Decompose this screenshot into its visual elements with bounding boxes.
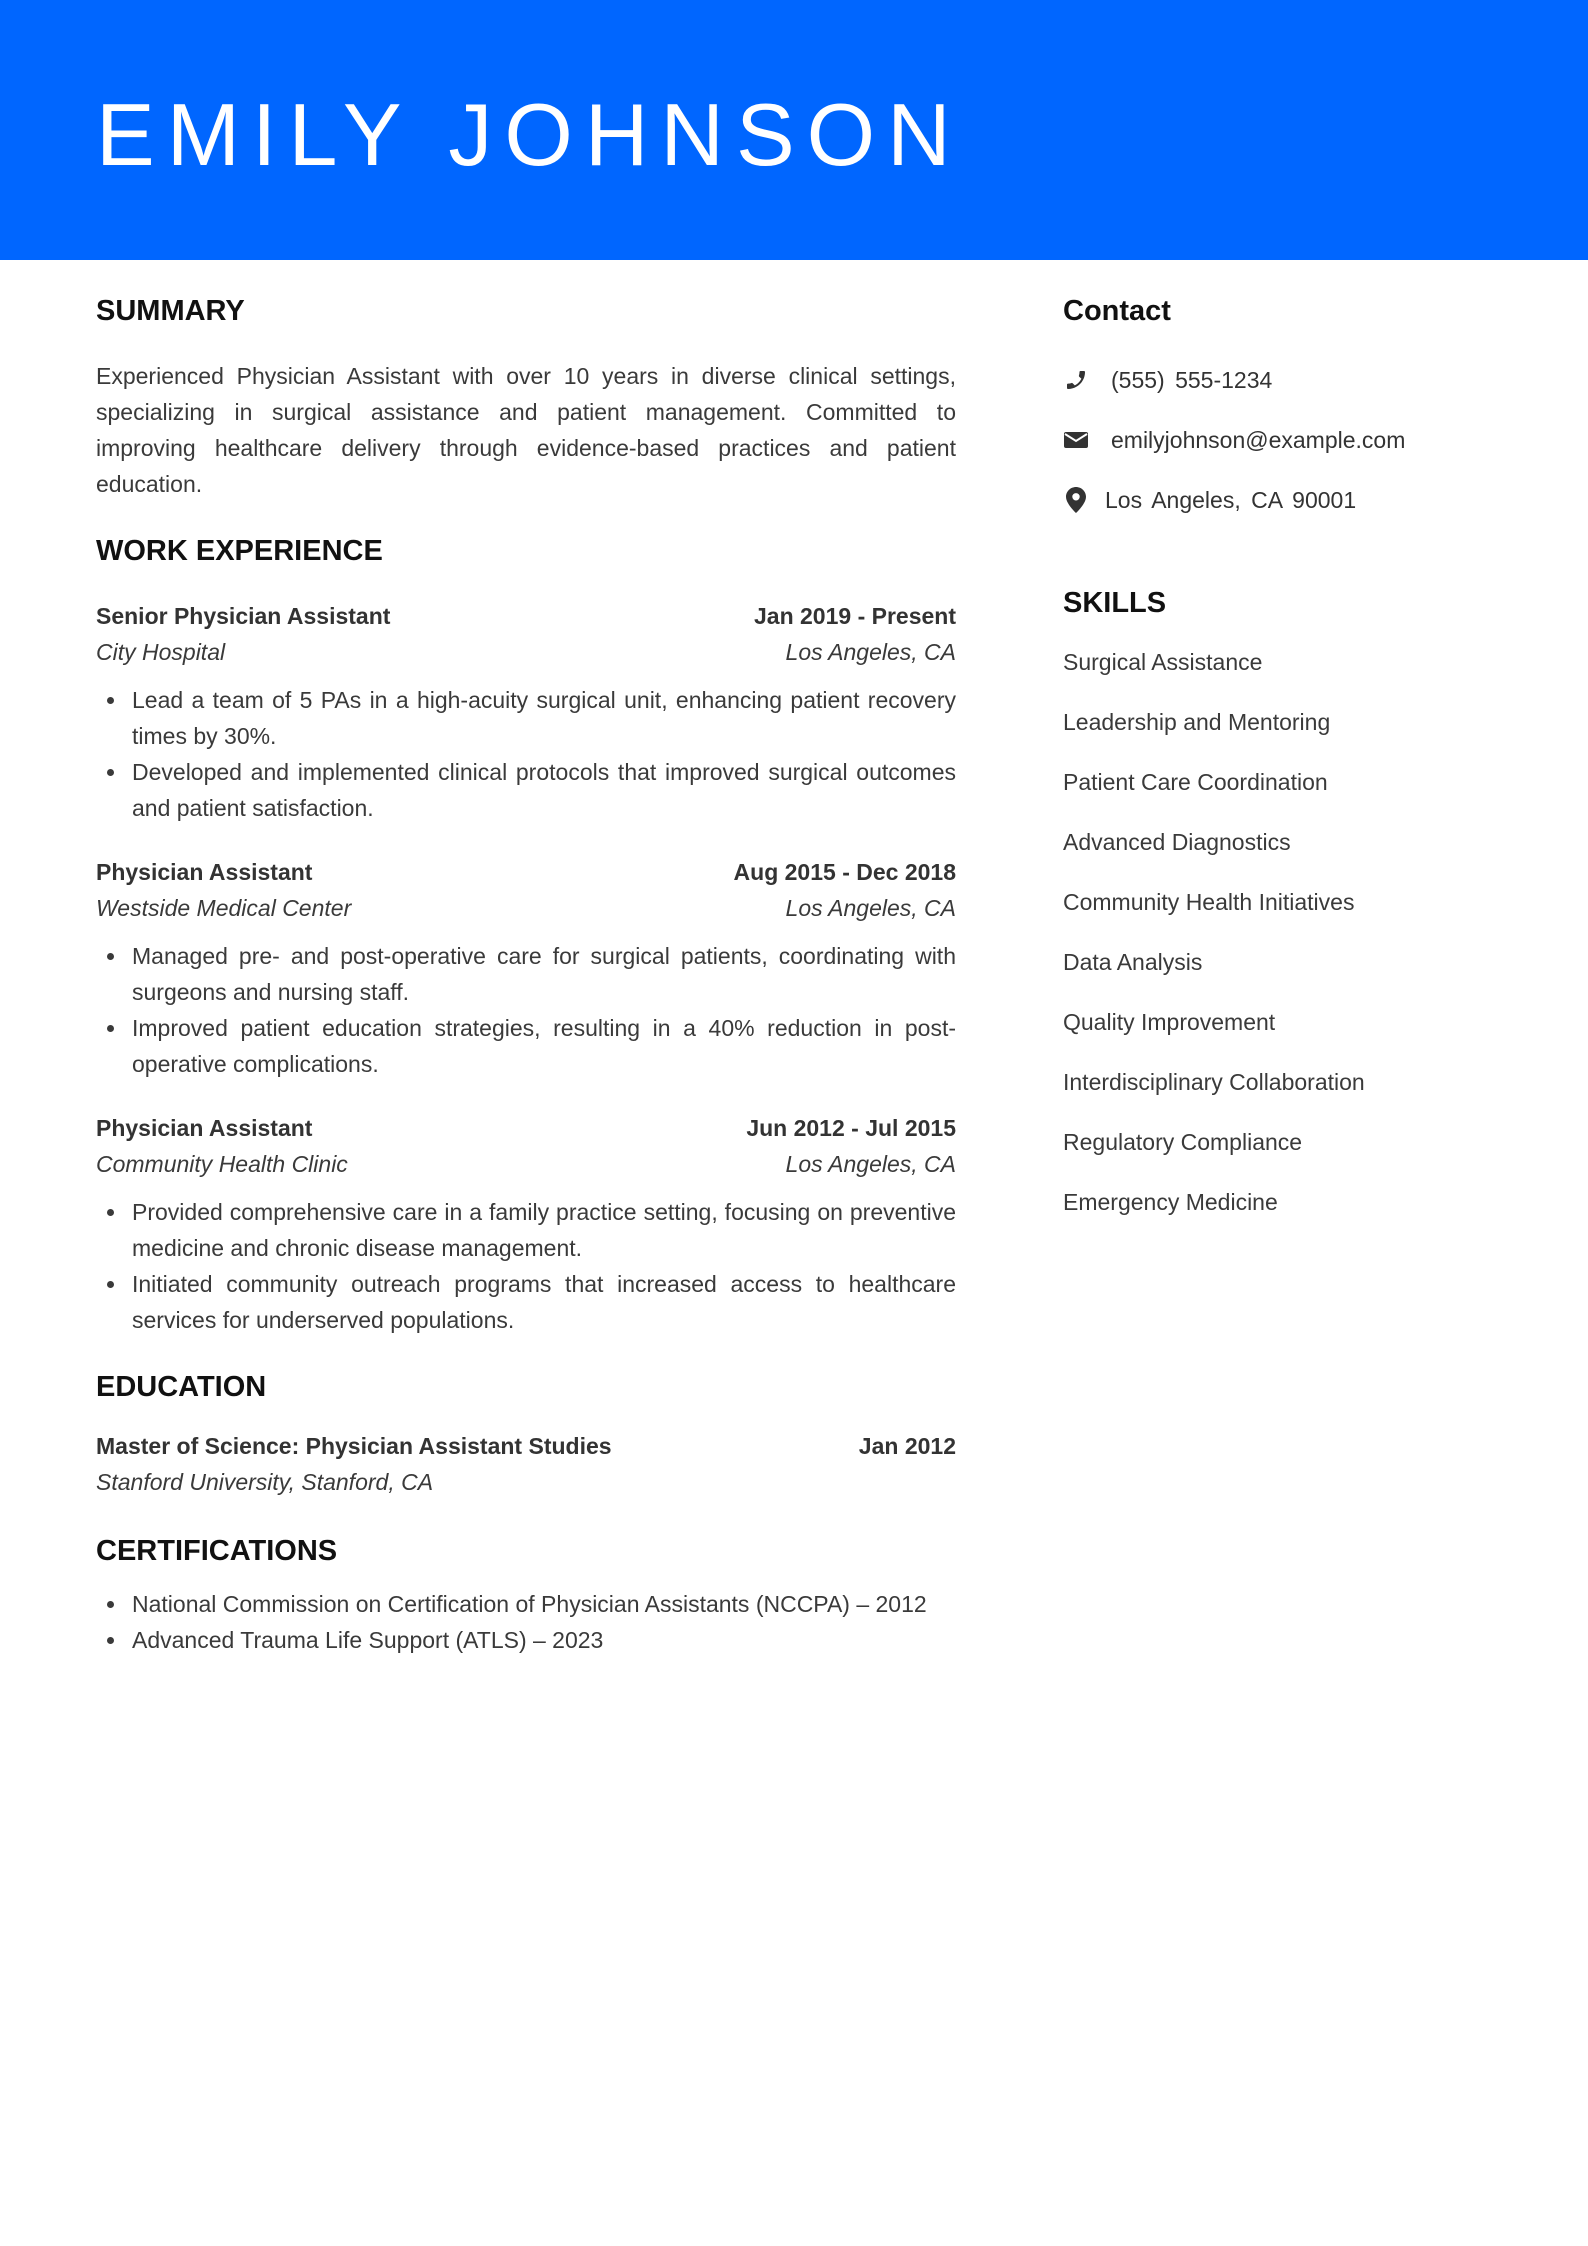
certification-item: National Commission on Certification of Physician Assistants (NCCPA) – 2012 — [96, 1586, 956, 1622]
map-pin-icon — [1063, 487, 1089, 513]
job-bullets — [96, 1194, 956, 1338]
job-location: Los Angeles, CA — [785, 895, 956, 921]
job-bullet: Developed and implemented clinical protocols that improved surgical outcomes and patient satisfaction. — [96, 754, 956, 826]
job-bullet: Initiated community outreach programs that increased access to healthcare services for underserved populations. — [96, 1266, 956, 1338]
job-dates: Jan 2019 - Present — [753, 603, 956, 629]
degree-date: Jan 2012 — [858, 1433, 956, 1459]
skill-item: Surgical Assistance — [1063, 649, 1263, 675]
contact-location-text: Los Angeles, CA 90001 — [1105, 487, 1357, 513]
skill-item: Patient Care Coordination — [1063, 769, 1328, 795]
skills-heading: SKILLS — [1063, 587, 1167, 619]
job-dates: Aug 2015 - Dec 2018 — [733, 859, 956, 885]
job-company: City Hospital — [96, 639, 226, 665]
contact-phone — [1063, 362, 1523, 398]
envelope-icon — [1063, 427, 1089, 453]
job-bullet: Provided comprehensive care in a family practice setting, focusing on preventive medicine and chronic disease management. — [96, 1194, 956, 1266]
certifications-heading: CERTIFICATIONS — [96, 1535, 338, 1567]
skill-item: Regulatory Compliance — [1063, 1129, 1303, 1155]
contact-list — [1063, 362, 1523, 518]
job-entry — [96, 1110, 956, 1338]
header-banner — [0, 0, 1588, 260]
summary-heading: SUMMARY — [96, 295, 245, 327]
sidebar — [1063, 290, 1523, 1244]
certifications-list — [96, 1586, 956, 1658]
skill-item: Data Analysis — [1063, 949, 1203, 975]
job-bullet: Managed pre- and post-operative care for surgical patients, coordinating with surgeons and nursing staff. — [96, 938, 956, 1010]
job-entry — [96, 854, 956, 1082]
contact-email-text: emilyjohnson@example.com — [1111, 427, 1406, 453]
certification-item: Advanced Trauma Life Support (ATLS) – 2023 — [96, 1622, 956, 1658]
contact-location — [1063, 482, 1523, 518]
candidate-name: EMILY JOHNSON — [96, 85, 963, 184]
job-company: Westside Medical Center — [96, 895, 352, 921]
skill-item: Leadership and Mentoring — [1063, 709, 1331, 735]
job-title: Physician Assistant — [96, 859, 313, 885]
job-bullet: Improved patient education strategies, resulting in a 40% reduction in post-operative complications. — [96, 1010, 956, 1082]
job-location: Los Angeles, CA — [785, 639, 956, 665]
job-company: Community Health Clinic — [96, 1151, 348, 1177]
skill-item: Quality Improvement — [1063, 1009, 1276, 1035]
skill-item: Advanced Diagnostics — [1063, 829, 1291, 855]
skill-item: Emergency Medicine — [1063, 1189, 1278, 1215]
contact-heading: Contact — [1063, 295, 1171, 327]
job-location: Los Angeles, CA — [785, 1151, 956, 1177]
school: Stanford University, Stanford, CA — [96, 1469, 434, 1495]
job-dates: Jun 2012 - Jul 2015 — [746, 1115, 956, 1141]
main-column — [96, 290, 956, 1658]
job-entry — [96, 598, 956, 826]
job-title: Senior Physician Assistant — [96, 603, 391, 629]
skill-item: Interdisciplinary Collaboration — [1063, 1069, 1365, 1095]
contact-email — [1063, 422, 1523, 458]
education-entry — [96, 1428, 956, 1500]
job-title: Physician Assistant — [96, 1115, 313, 1141]
contact-phone-text: (555) 555-1234 — [1111, 367, 1273, 393]
education-heading: EDUCATION — [96, 1371, 267, 1403]
skill-item: Community Health Initiatives — [1063, 889, 1355, 915]
degree: Master of Science: Physician Assistant Studies — [96, 1433, 612, 1459]
job-bullet: Lead a team of 5 PAs in a high-acuity surgical unit, enhancing patient recovery times by 30%. — [96, 682, 956, 754]
work-experience-heading: WORK EXPERIENCE — [96, 535, 383, 567]
summary-text: Experienced Physician Assistant with over 10 years in diverse clinical settings, specializing in surgical assistance and patient management. Committed to improving healthcare delivery through evidence-based practices and patient education. — [96, 363, 956, 497]
job-bullets — [96, 938, 956, 1082]
job-bullets — [96, 682, 956, 826]
skills-list — [1063, 644, 1523, 1220]
phone-icon — [1063, 367, 1089, 393]
